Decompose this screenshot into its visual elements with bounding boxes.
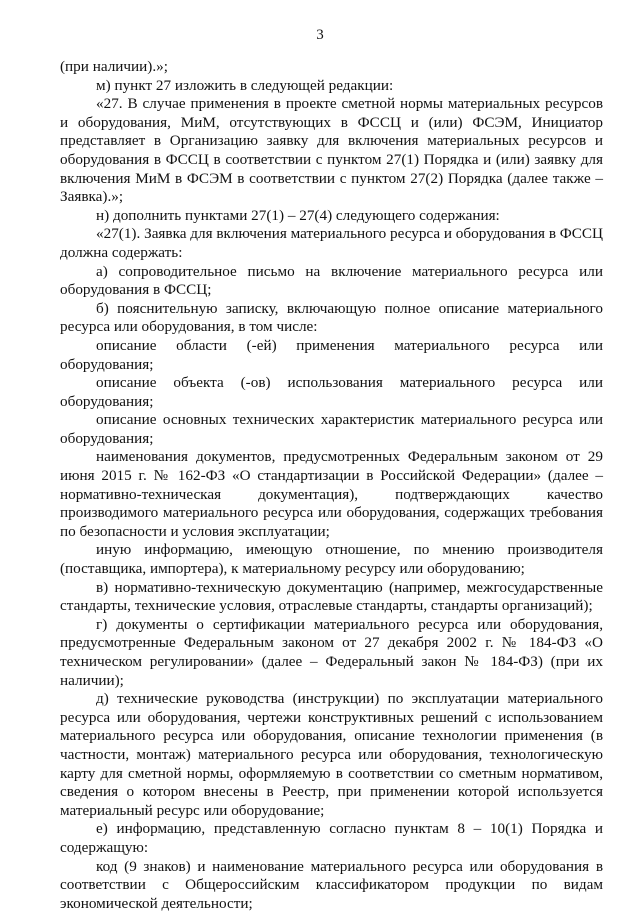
paragraph: код (9 знаков) и наименование материального ресурса или оборудования в соответствии с Общероссийским классификатором продукции по видам экономической деятельности; — [60, 857, 603, 912]
paragraph: н) дополнить пунктами 27(1) – 27(4) следующего содержания: — [96, 206, 500, 224]
paragraph: д) технические руководства (инструкции) по эксплуатации материального ресурса или оборудования, чертежи конструктивных решений с использованием материального ресурса или оборудования, описание технологии применения (в частности, монтаж) материального ресурса или оборудования, технологическую карту для сметной нормы, оформляемую в соответствии со сметным нормативом, сведения о котором внесены в Реестр, при применении которой используется материальный ресурс или оборудование; — [60, 690, 603, 819]
paragraph: описание объекта (-ов) использования материального ресурса или оборудования; — [60, 374, 603, 410]
paragraph: (при наличии).»; — [60, 58, 168, 75]
page-number: 3 — [316, 27, 324, 43]
paragraph: м) пункт 27 изложить в следующей редакции: — [96, 76, 394, 94]
paragraph: а) сопроводительное письмо на включение материального ресурса или оборудования в ФССЦ; — [60, 262, 603, 299]
paragraph: «27(1). Заявка для включения материального ресурса и оборудования в ФССЦ должна содержать: — [60, 225, 604, 261]
paragraph: е) информацию, представленную согласно пунктам 8 – 10(1) Порядка и содержащую: — [60, 820, 603, 856]
paragraph: описание основных технических характеристик материального ресурса или оборудования; — [60, 411, 603, 447]
paragraph: наименования документов, предусмотренных Федеральным законом от 29 июня 2015 г. № 162-ФЗ «О стандартизации в Российской Федерации» (далее – нормативно-техническая документация), подтверждающих качество производимого материального ресурса или оборудования, содержащих требования по безопасности и условия эксплуатации; — [60, 448, 603, 540]
paragraph: в) нормативно-техническую документацию (например, межгосударственные стандарты, технические условия, отраслевые стандарты, стандарты организаций); — [60, 578, 603, 615]
paragraph: б) пояснительную записку, включающую полное описание материального ресурса или оборудования, в том числе: — [60, 299, 603, 336]
document-body — [60, 58, 603, 913]
paragraph: иную информацию, имеющую отношение, по мнению производителя (поставщика, импортера), к материальному ресурсу или оборудованию; — [60, 541, 603, 578]
paragraph: «27. В случае применения в проекте сметной нормы материальных ресурсов и оборудования, МиМ, отсутствующих в ФССЦ и (или) ФСЭМ, Инициатор представляет в Организацию заявку для включения материальных ресурсов и оборудования в ФССЦ в соответствии с пунктом 27(1) Порядка и (или) заявку для включения МиМ в ФСЭМ в соответствии с пунктом 27(2) Порядка (далее также – Заявка).»; — [60, 95, 603, 206]
paragraph: описание области (-ей) применения материального ресурса или оборудования; — [60, 336, 603, 373]
paragraph: г) документы о сертификации материального ресурса или оборудования, предусмотренные Федеральным законом от 27 декабря 2002 г. № 184-ФЗ «О техническом регулировании» (далее – Федеральный закон № 184-ФЗ) (при их наличии); — [60, 615, 603, 689]
